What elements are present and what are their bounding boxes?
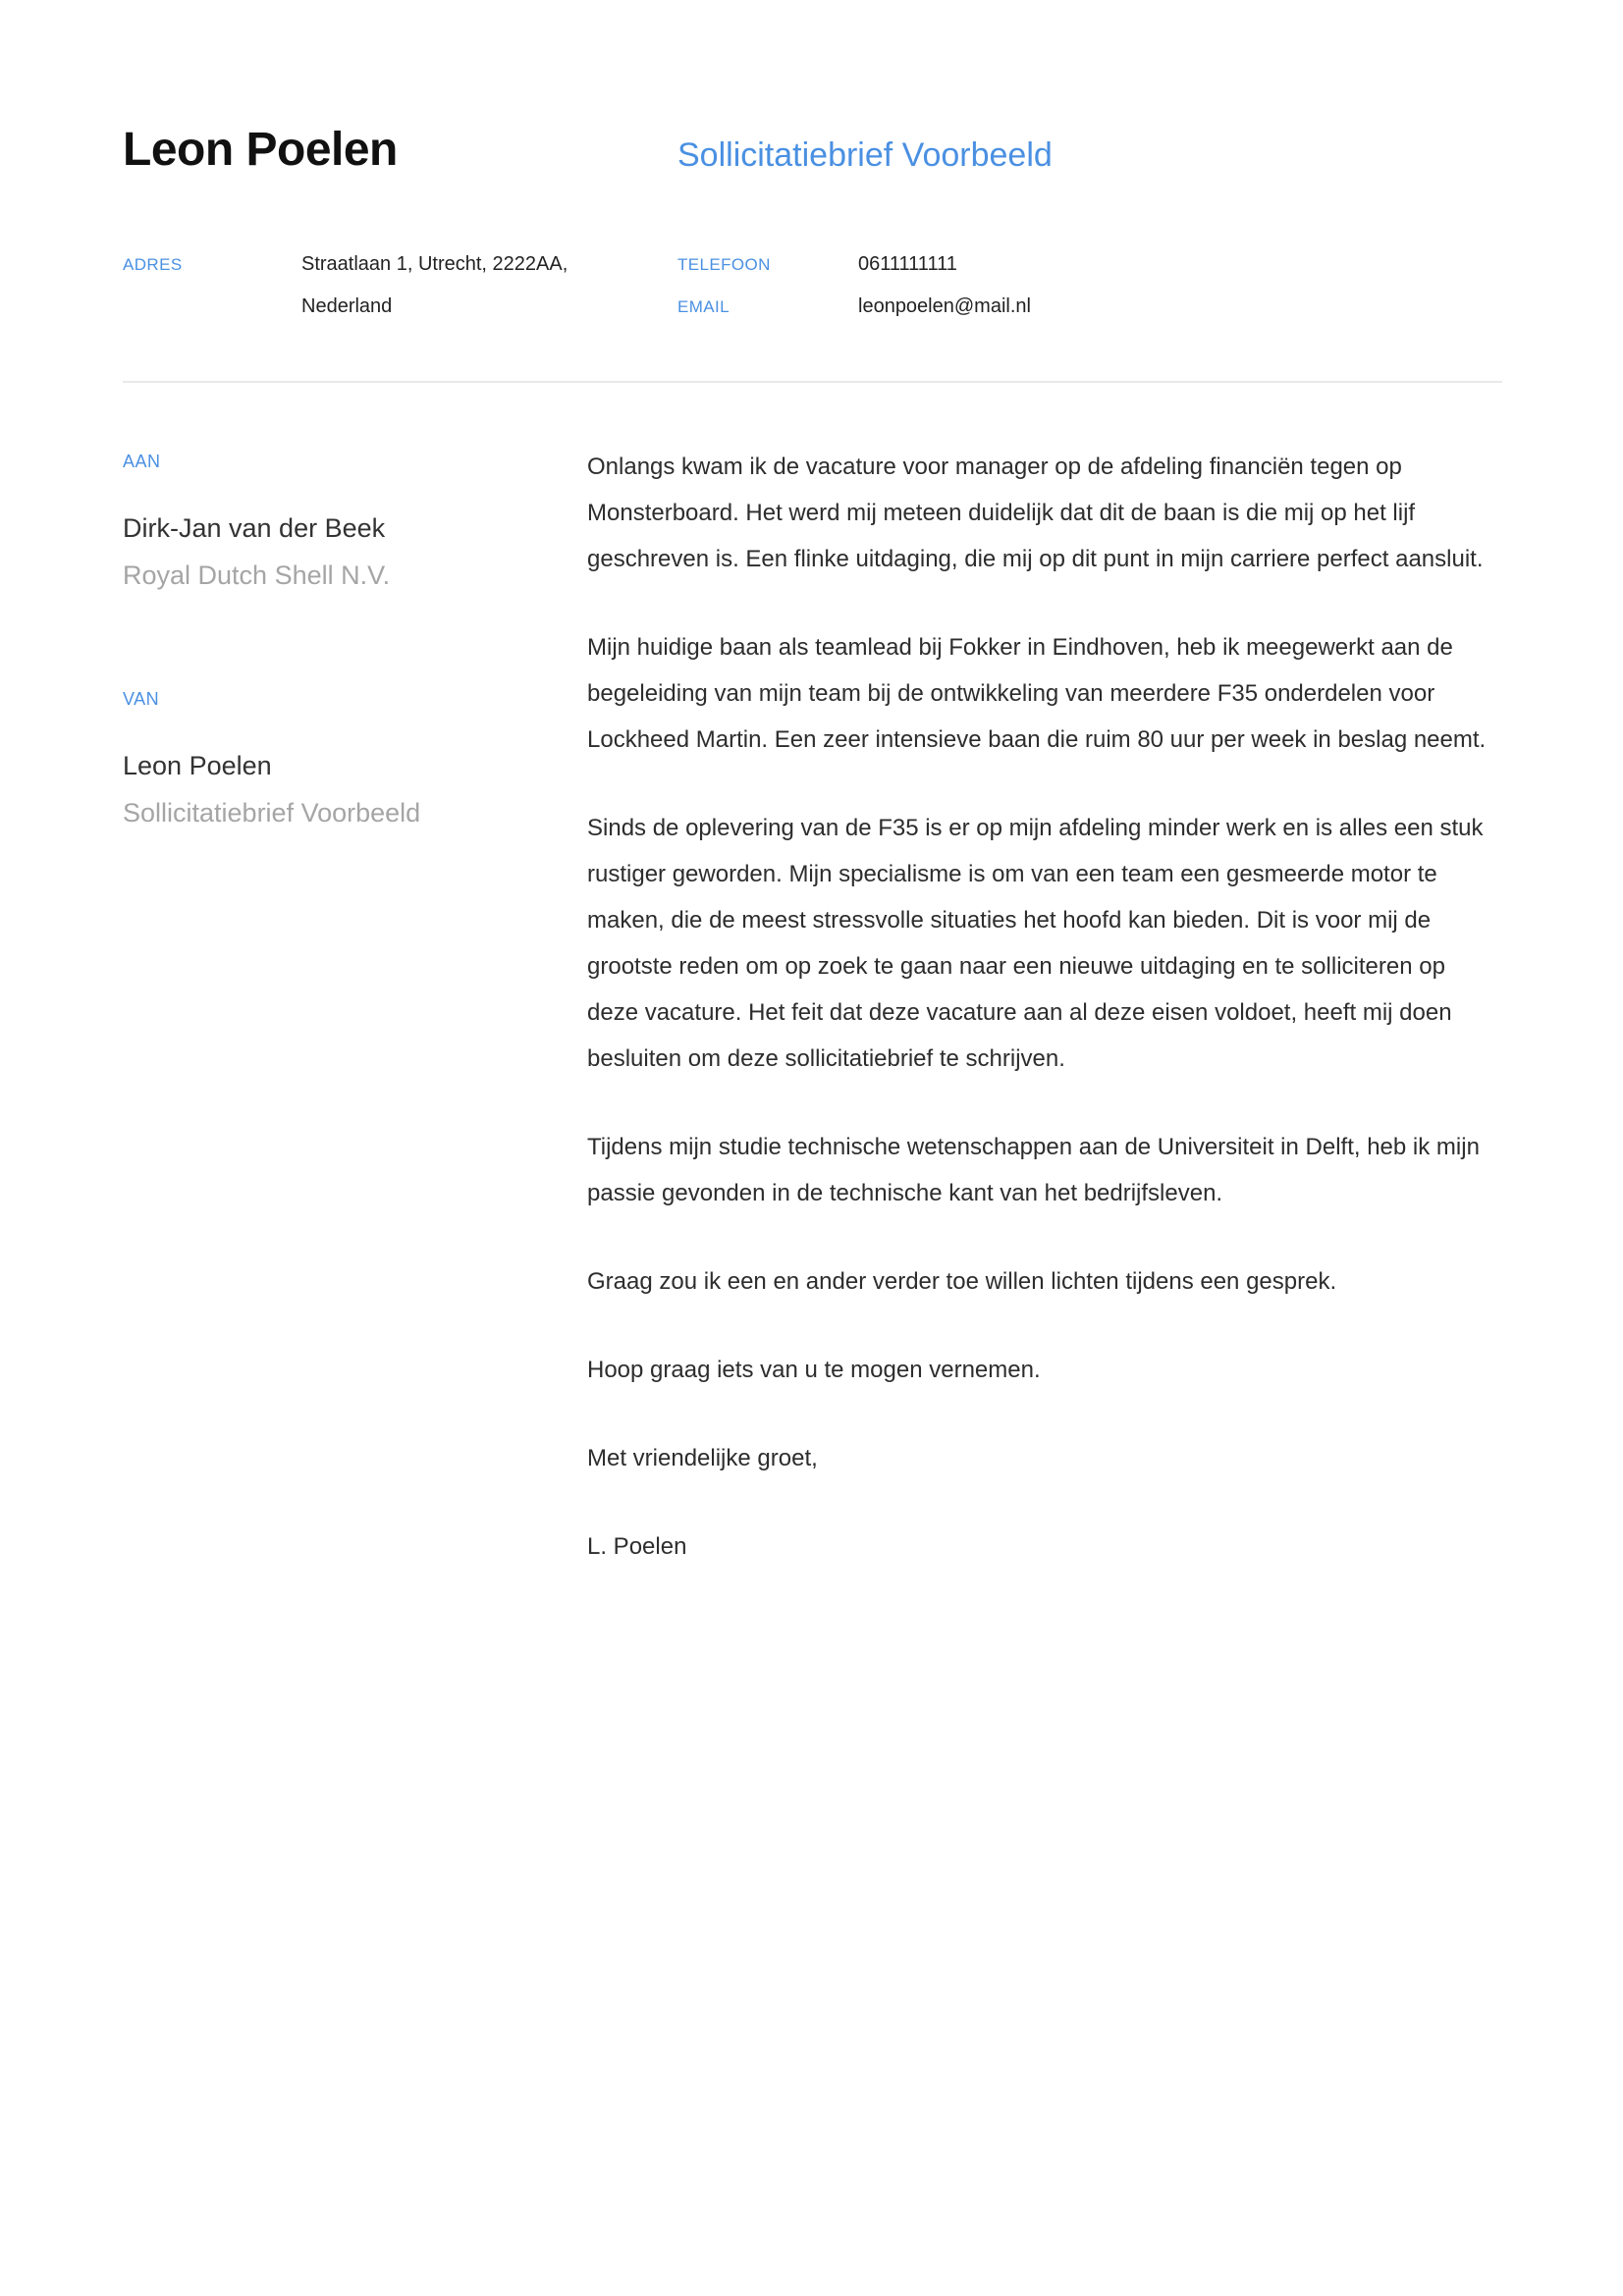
page-title: Leon Poelen (123, 124, 398, 176)
aan-label: AAN (123, 452, 161, 472)
letter-paragraph: Tijdens mijn studie technische wetenschappen aan de Universiteit in Delft, heb ik mijn passie gevonden in de technische kant van het bedrijfsleven. (587, 1134, 1480, 1207)
letter-main (123, 383, 1502, 1612)
phone-email-block (677, 243, 1502, 328)
letter-paragraph: Hoop graag iets van u te mogen vernemen. (587, 1357, 1041, 1384)
recipient-name: Dirk-Jan van der Beek (123, 513, 386, 544)
letter-header (123, 126, 1502, 328)
adres-line1: Straatlaan 1, Utrecht, 2222AA, (301, 253, 568, 276)
adres-label: ADRES (123, 255, 183, 275)
letter-paragraph: L. Poelen (587, 1533, 687, 1561)
address-block (123, 243, 677, 328)
letter-paragraph: Met vriendelijke groet, (587, 1445, 818, 1472)
recipient-organization: Royal Dutch Shell N.V. (123, 561, 391, 591)
letter-body (587, 444, 1502, 1612)
letter-paragraph: Mijn huidige baan als teamlead bij Fokker in Eindhoven, heb ik meegewerkt aan de begeleiding van mijn team bij de ontwikkeling van meerdere F35 onderdelen voor Lockheed Martin. Een zeer intensieve baan die ruim 80 uur per week in beslag neemt. (587, 634, 1487, 754)
telefoon-label: TELEFOON (677, 255, 771, 275)
letter-paragraph: Onlangs kwam ik de vacature voor manager op de afdeling financiën tegen op Monsterboard. Het werd mij meteen duidelijk dat dit de baan is die mij op het lijf geschreven is. Een flinke uitdaging, die mij op dit punt in mijn carriere perfect aansluit. (587, 454, 1484, 573)
contact-info (123, 243, 1502, 328)
email-value: leonpoelen@mail.nl (858, 295, 1031, 318)
email-label: EMAIL (677, 297, 730, 317)
telefoon-value: 0611111111 (858, 253, 957, 276)
document-subtitle: Sollicitatiebrief Voorbeeld (677, 136, 1053, 174)
sender-name: Leon Poelen (123, 751, 272, 781)
letter-paragraph: Sinds de oplevering van de F35 is er op mijn afdeling minder werk en is alles een stuk rustiger geworden. Mijn specialisme is om van een team een gesmeerde motor te maken, die de meest stressvolle situaties het hoofd kan bieden. Dit is voor mij de grootste reden om op zoek te gaan naar een nieuwe uitdaging en te solliciteren op deze vacature. Het feit dat deze vacature aan al deze eisen voldoet, heeft mij doen besluiten om deze sollicitatiebrief te schrijven. (587, 815, 1484, 1073)
sender-subtitle: Sollicitatiebrief Voorbeeld (123, 798, 421, 828)
van-label: VAN (123, 689, 160, 710)
adres-line2: Nederland (301, 295, 393, 318)
parties-sidebar (123, 383, 587, 830)
letter-paragraph: Graag zou ik een en ander verder toe willen lichten tijdens een gesprek. (587, 1268, 1337, 1296)
adres-value (301, 243, 568, 328)
